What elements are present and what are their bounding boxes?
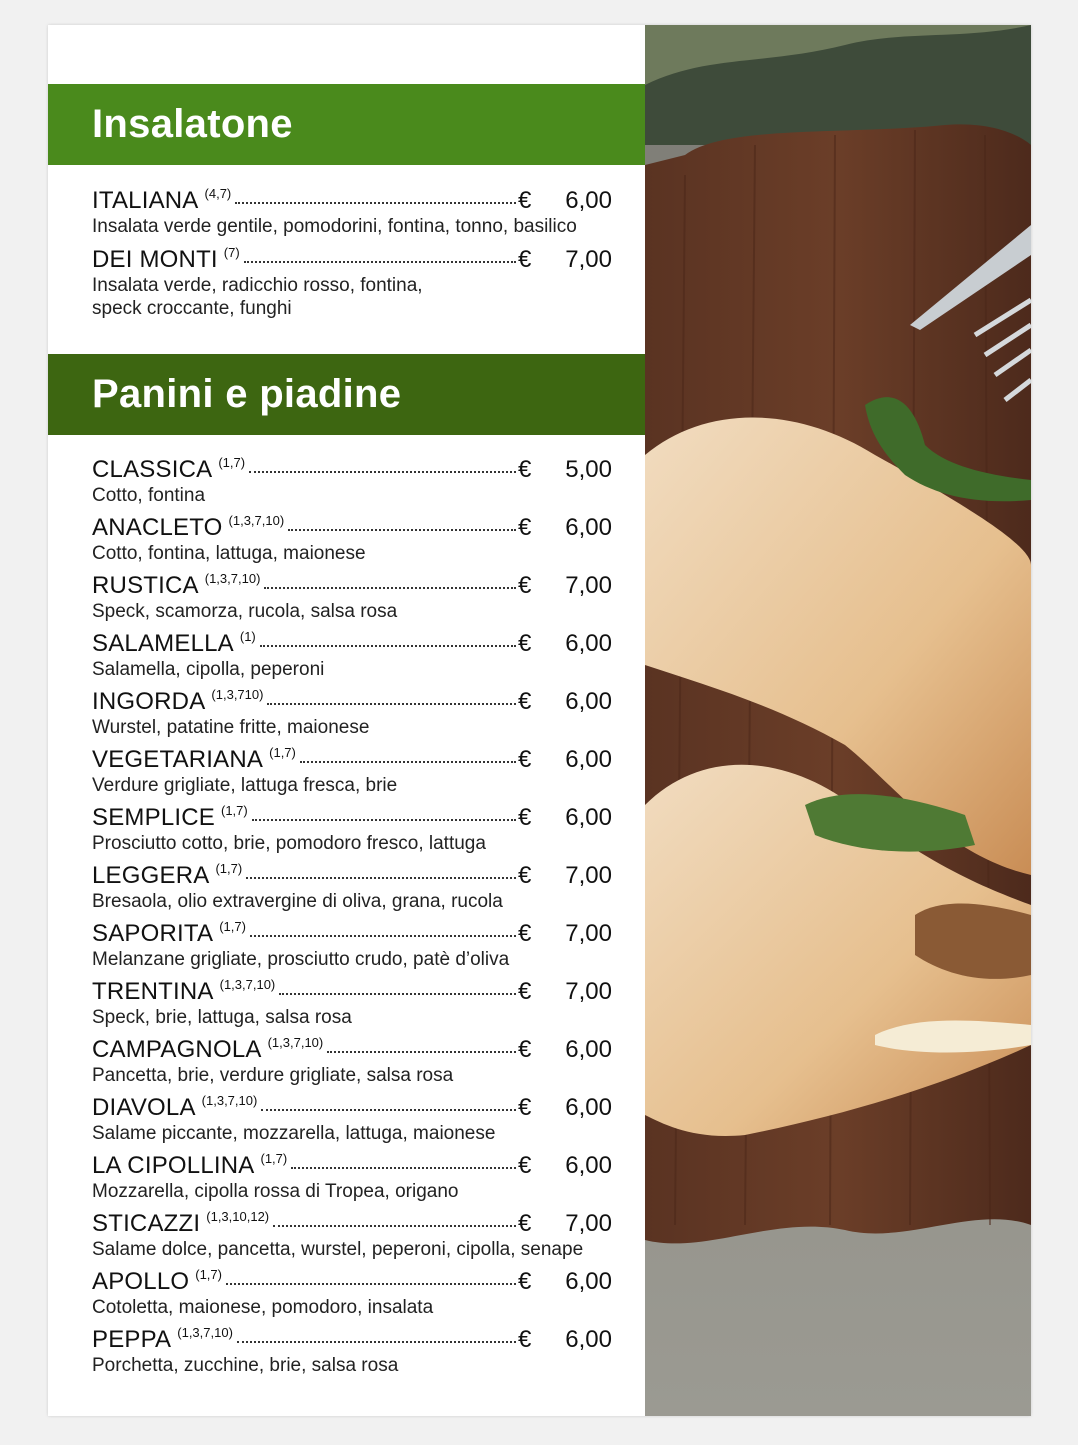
- item-allergens: (1,3,7,10): [219, 977, 276, 992]
- menu-item-leggera: [92, 862, 612, 913]
- dot-leader: [246, 877, 516, 879]
- insalatone-list: [92, 187, 612, 328]
- menu-item-row: [92, 746, 612, 774]
- item-price: 6,00: [565, 804, 612, 831]
- menu-item-row: [92, 978, 612, 1006]
- dot-leader: [244, 261, 516, 263]
- menu-item-apollo: [92, 1268, 612, 1319]
- item-description: Salamella, cipolla, peperoni: [92, 659, 325, 680]
- menu-item-sticazzi: [92, 1210, 612, 1261]
- menu-item-semplice: [92, 804, 612, 855]
- item-allergens: (1,7): [215, 861, 243, 876]
- item-price: 7,00: [565, 862, 612, 889]
- item-description-line: speck croccante, funghi: [92, 298, 292, 319]
- menu-item-row: [92, 804, 612, 832]
- dot-leader: [250, 935, 516, 937]
- currency-symbol: €: [518, 1268, 532, 1295]
- item-allergens: (1,3,7,10): [177, 1325, 233, 1340]
- item-description: Speck, scamorza, rucola, salsa rosa: [92, 601, 398, 622]
- currency-symbol: €: [518, 1094, 532, 1121]
- item-allergens: (1,7): [269, 745, 296, 760]
- dot-leader: [279, 993, 516, 995]
- dot-leader: [235, 202, 516, 204]
- item-description: Porchetta, zucchine, brie, salsa rosa: [92, 1355, 399, 1376]
- menu-item-ingorda: [92, 688, 612, 739]
- menu-item-row: [92, 572, 612, 600]
- dot-leader: [264, 587, 516, 589]
- menu-item-row: [92, 187, 612, 215]
- item-description: Speck, brie, lattuga, salsa rosa: [92, 1007, 352, 1028]
- currency-symbol: €: [518, 456, 532, 483]
- item-allergens: (1,3,7,10): [228, 513, 285, 528]
- dot-leader: [291, 1167, 516, 1169]
- menu-page: [48, 25, 1031, 1416]
- currency-symbol: €: [518, 187, 532, 214]
- item-name: TRENTINA: [92, 978, 214, 1005]
- item-allergens: (1,3,7,10): [267, 1035, 324, 1050]
- menu-item-dei-monti: [92, 246, 612, 320]
- item-allergens: (1,3,7,10): [201, 1093, 258, 1108]
- menu-item-campagnola: [92, 1036, 612, 1087]
- item-description: Prosciutto cotto, brie, pomodoro fresco, lattuga: [92, 833, 486, 854]
- item-allergens: (7): [223, 245, 240, 260]
- item-name: LEGGERA: [92, 862, 210, 889]
- item-name: SEMPLICE: [92, 804, 215, 831]
- menu-item-row: [92, 630, 612, 658]
- currency-symbol: €: [518, 1036, 532, 1063]
- item-description: Melanzane grigliate, prosciutto crudo, patè d’oliva: [92, 949, 510, 970]
- item-description: Pancetta, brie, verdure grigliate, salsa rosa: [92, 1065, 454, 1086]
- item-description: Cotto, fontina: [92, 485, 206, 506]
- menu-item-row: [92, 862, 612, 890]
- dot-leader: [261, 1109, 516, 1111]
- currency-symbol: €: [518, 804, 532, 831]
- item-allergens: (1,7): [219, 919, 246, 934]
- item-name: PEPPA: [92, 1326, 172, 1353]
- dot-leader: [249, 471, 516, 473]
- item-price: 6,00: [565, 688, 612, 715]
- menu-item-diavola: [92, 1094, 612, 1145]
- currency-symbol: €: [518, 246, 532, 273]
- menu-item-trentina: [92, 978, 612, 1029]
- item-allergens: (1,7): [260, 1151, 288, 1166]
- menu-item-peppa: [92, 1326, 612, 1377]
- menu-item-salamella: [92, 630, 612, 681]
- menu-item-la-cipollina: [92, 1152, 612, 1203]
- item-name: ITALIANA: [92, 187, 199, 214]
- currency-symbol: €: [518, 688, 532, 715]
- menu-item-italiana: [92, 187, 612, 238]
- menu-item-row: [92, 246, 612, 274]
- item-price: 7,00: [565, 920, 612, 947]
- menu-item-row: [92, 688, 612, 716]
- menu-item-row: [92, 1210, 612, 1238]
- currency-symbol: €: [518, 514, 532, 541]
- item-description: Verdure grigliate, lattuga fresca, brie: [92, 775, 398, 796]
- item-price: 6,00: [565, 1152, 612, 1179]
- item-description: Mozzarella, cipolla rossa di Tropea, origano: [92, 1181, 459, 1202]
- item-name: INGORDA: [92, 688, 206, 715]
- item-allergens: (1,3,710): [211, 687, 264, 702]
- item-name: DEI MONTI: [92, 246, 218, 273]
- dot-leader: [327, 1051, 516, 1053]
- item-allergens: (1,7): [195, 1267, 222, 1282]
- dot-leader: [237, 1341, 516, 1343]
- item-price: 6,00: [565, 1036, 612, 1063]
- item-price: 6,00: [565, 514, 612, 541]
- sandwich-photo: [645, 25, 1031, 1416]
- item-description: Wurstel, patatine fritte, maionese: [92, 717, 370, 738]
- menu-item-anacleto: [92, 514, 612, 565]
- section-header-insalatone: Insalatone: [48, 84, 645, 165]
- item-name: CLASSICA: [92, 456, 213, 483]
- item-price: 6,00: [565, 187, 612, 214]
- item-name: VEGETARIANA: [92, 746, 264, 773]
- item-description: Salame piccante, mozzarella, lattuga, maionese: [92, 1123, 496, 1144]
- item-name: ANACLETO: [92, 514, 223, 541]
- dot-leader: [288, 529, 516, 531]
- menu-column: [48, 25, 645, 1416]
- currency-symbol: €: [518, 978, 532, 1005]
- item-price: 6,00: [565, 746, 612, 773]
- currency-symbol: €: [518, 1152, 532, 1179]
- item-name: SALAMELLA: [92, 630, 234, 657]
- item-description: Insalata verde gentile, pomodorini, fontina, tonno, basilico: [92, 216, 577, 237]
- currency-symbol: €: [518, 920, 532, 947]
- item-price: 7,00: [565, 246, 612, 273]
- item-allergens: (1,7): [220, 803, 248, 818]
- dot-leader: [252, 819, 516, 821]
- menu-item-row: [92, 1268, 612, 1296]
- section-header-panini: Panini e piadine: [48, 354, 645, 435]
- menu-item-row: [92, 1326, 612, 1354]
- item-price: 6,00: [565, 1326, 612, 1353]
- item-description: Cotoletta, maionese, pomodoro, insalata: [92, 1297, 434, 1318]
- item-price: 6,00: [565, 1094, 612, 1121]
- currency-symbol: €: [518, 572, 532, 599]
- item-price: 5,00: [565, 456, 612, 483]
- currency-symbol: €: [518, 630, 532, 657]
- dot-leader: [267, 703, 516, 705]
- item-allergens: (1,3,7,10): [204, 571, 261, 586]
- item-allergens: (4,7): [204, 186, 232, 201]
- item-name: LA CIPOLLINA: [92, 1152, 255, 1179]
- item-price: 7,00: [565, 1210, 612, 1237]
- item-name: RUSTICA: [92, 572, 199, 599]
- menu-item-row: [92, 1094, 612, 1122]
- item-name: STICAZZI: [92, 1210, 201, 1237]
- currency-symbol: €: [518, 746, 532, 773]
- menu-item-saporita: [92, 920, 612, 971]
- item-allergens: (1,3,10,12): [206, 1209, 270, 1224]
- item-name: DIAVOLA: [92, 1094, 196, 1121]
- item-name: CAMPAGNOLA: [92, 1036, 262, 1063]
- menu-item-row: [92, 514, 612, 542]
- item-description: Cotto, fontina, lattuga, maionese: [92, 543, 366, 564]
- dot-leader: [273, 1225, 516, 1227]
- currency-symbol: €: [518, 1210, 532, 1237]
- item-price: 7,00: [565, 978, 612, 1005]
- menu-item-row: [92, 1036, 612, 1064]
- menu-item-row: [92, 1152, 612, 1180]
- item-name: SAPORITA: [92, 920, 214, 947]
- currency-symbol: €: [518, 1326, 532, 1353]
- panini-list: [92, 456, 612, 1384]
- dot-leader: [226, 1283, 516, 1285]
- item-description: Bresaola, olio extravergine di oliva, grana, rucola: [92, 891, 503, 912]
- item-description-line: Insalata verde, radicchio rosso, fontina,: [92, 275, 423, 296]
- currency-symbol: €: [518, 862, 532, 889]
- dot-leader: [260, 645, 516, 647]
- dot-leader: [300, 761, 516, 763]
- menu-item-row: [92, 920, 612, 948]
- menu-item-classica: [92, 456, 612, 507]
- item-allergens: (1,7): [218, 455, 246, 470]
- item-name: APOLLO: [92, 1268, 190, 1295]
- menu-item-rustica: [92, 572, 612, 623]
- menu-item-row: [92, 456, 612, 484]
- item-price: 6,00: [565, 1268, 612, 1295]
- menu-item-vegetariana: [92, 746, 612, 797]
- item-allergens: (1): [239, 629, 256, 644]
- item-description: Salame dolce, pancetta, wurstel, peperoni, cipolla, senape: [92, 1239, 584, 1260]
- item-price: 7,00: [565, 572, 612, 599]
- item-price: 6,00: [565, 630, 612, 657]
